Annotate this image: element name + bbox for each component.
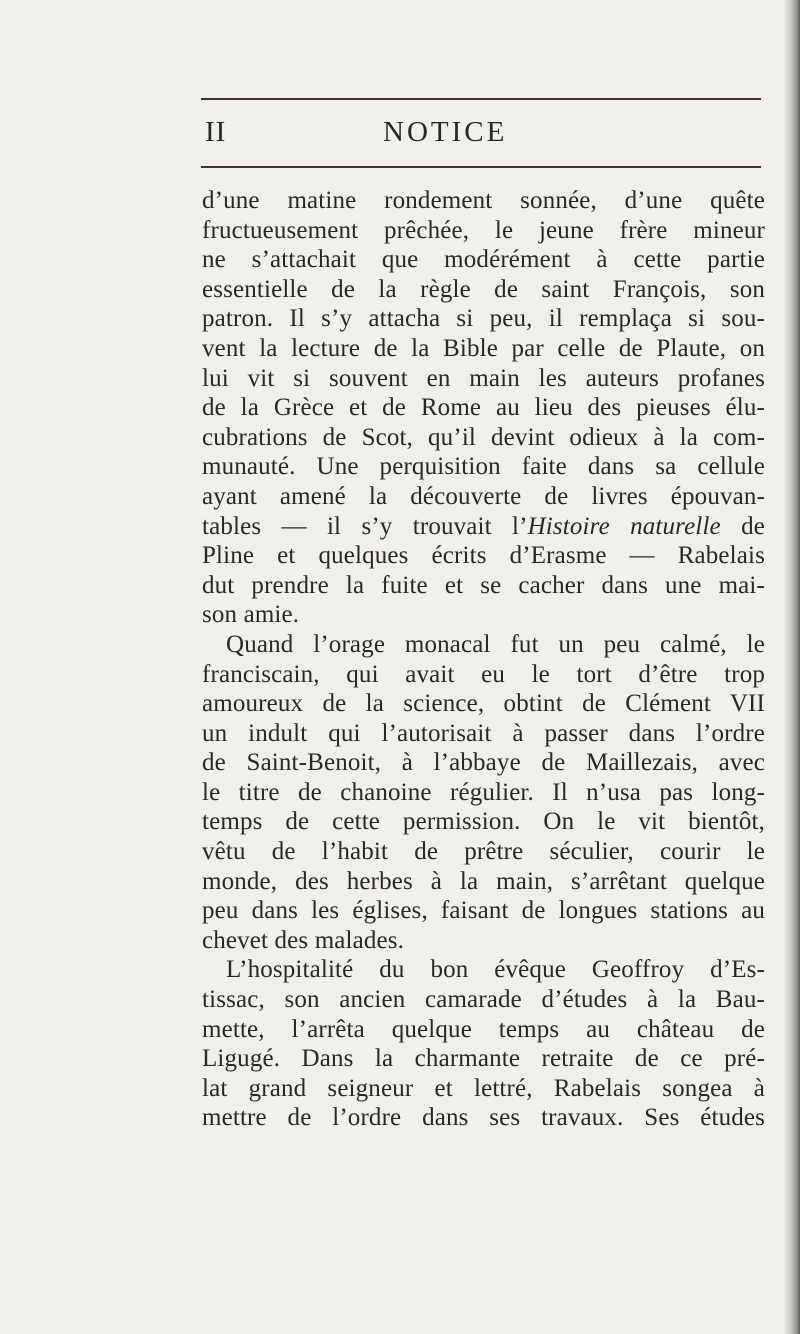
- text-line: essentielle de la règle de saint François, son: [202, 275, 765, 303]
- text-line: vêtu de l’habit de prêtre séculier, courir le: [202, 838, 765, 866]
- text-line: fructueusement prêchée, le jeune frère mineur: [202, 216, 765, 244]
- text-line: L’hospitalité du bon évêque Geoffroy d’Es-: [226, 956, 765, 984]
- top-rule: [201, 98, 761, 100]
- text-line: lat grand seigneur et lettré, Rabelais songea à: [202, 1074, 765, 1102]
- text-line: mettre de l’ordre dans ses travaux. Ses études: [202, 1104, 765, 1132]
- text-line: patron. Il s’y attacha si peu, il remplaça si sou-: [202, 305, 765, 333]
- text-line: temps de cette permission. On le vit bientôt,: [202, 808, 765, 836]
- text-line: lui vit si souvent en main les auteurs profanes: [202, 364, 765, 392]
- text-line: dut prendre la fuite et se cacher dans une mai-: [202, 571, 765, 599]
- page-number: II: [205, 116, 227, 148]
- text-line: de Saint-Benoit, à l’abbaye de Maillezais, avec: [202, 749, 765, 777]
- header-rule: [201, 166, 761, 168]
- text-line: cubrations de Scot, qu’il devint odieux à la com-: [202, 423, 765, 451]
- text-segment: tables — il s’y trouvait l’: [202, 512, 528, 540]
- text-line: peu dans les églises, faisant de longues stations au: [202, 897, 765, 925]
- paragraph: [202, 186, 765, 630]
- text-line: un indult qui l’autorisait à passer dans l’ordre: [202, 719, 765, 747]
- book-title: Histoire naturelle: [527, 512, 721, 540]
- text-line: Ligugé. Dans la charmante retraite de ce pré-: [202, 1045, 765, 1073]
- page-text: [202, 186, 765, 1133]
- text-line: ayant amené la découverte de livres épouvan-: [202, 482, 765, 510]
- text-line: Quand l’orage monacal fut un peu calmé, le: [226, 630, 765, 658]
- text-line: monde, des herbes à la main, s’arrêtant quelque: [202, 867, 765, 895]
- text-line: d’une matine rondement sonnée, d’une quête: [202, 187, 765, 214]
- page-edge-shadow: [784, 0, 800, 1334]
- text-line: amoureux de la science, obtint de Clément VII: [202, 690, 765, 718]
- page-header: [201, 112, 761, 152]
- text-line: de la Grèce et de Rome au lieu des pieuses élu-: [202, 394, 765, 422]
- paragraph: [202, 630, 765, 956]
- text-line: le titre de chanoine régulier. Il n’usa pas long-: [202, 778, 765, 806]
- text-line-with-title: [202, 512, 765, 542]
- text-line: munauté. Une perquisition faite dans sa cellule: [202, 453, 765, 481]
- text-segment: de: [720, 512, 765, 540]
- text-line: franciscain, qui avait eu le tort d’être trop: [202, 660, 765, 688]
- paragraph: [202, 955, 765, 1133]
- text-line: son amie.: [202, 601, 300, 629]
- running-title: NOTICE: [383, 116, 508, 148]
- text-line: Pline et quelques écrits d’Erasme — Rabelais: [202, 542, 765, 570]
- text-line: tissac, son ancien camarade d’études à la Bau-: [202, 986, 765, 1014]
- text-line: mette, l’arrêta quelque temps au château de: [202, 1015, 765, 1043]
- text-line: vent la lecture de la Bible par celle de Plaute, on: [202, 334, 765, 362]
- text-line: ne s’attachait que modérément à cette partie: [202, 246, 765, 274]
- text-line: chevet des malades.: [202, 926, 405, 954]
